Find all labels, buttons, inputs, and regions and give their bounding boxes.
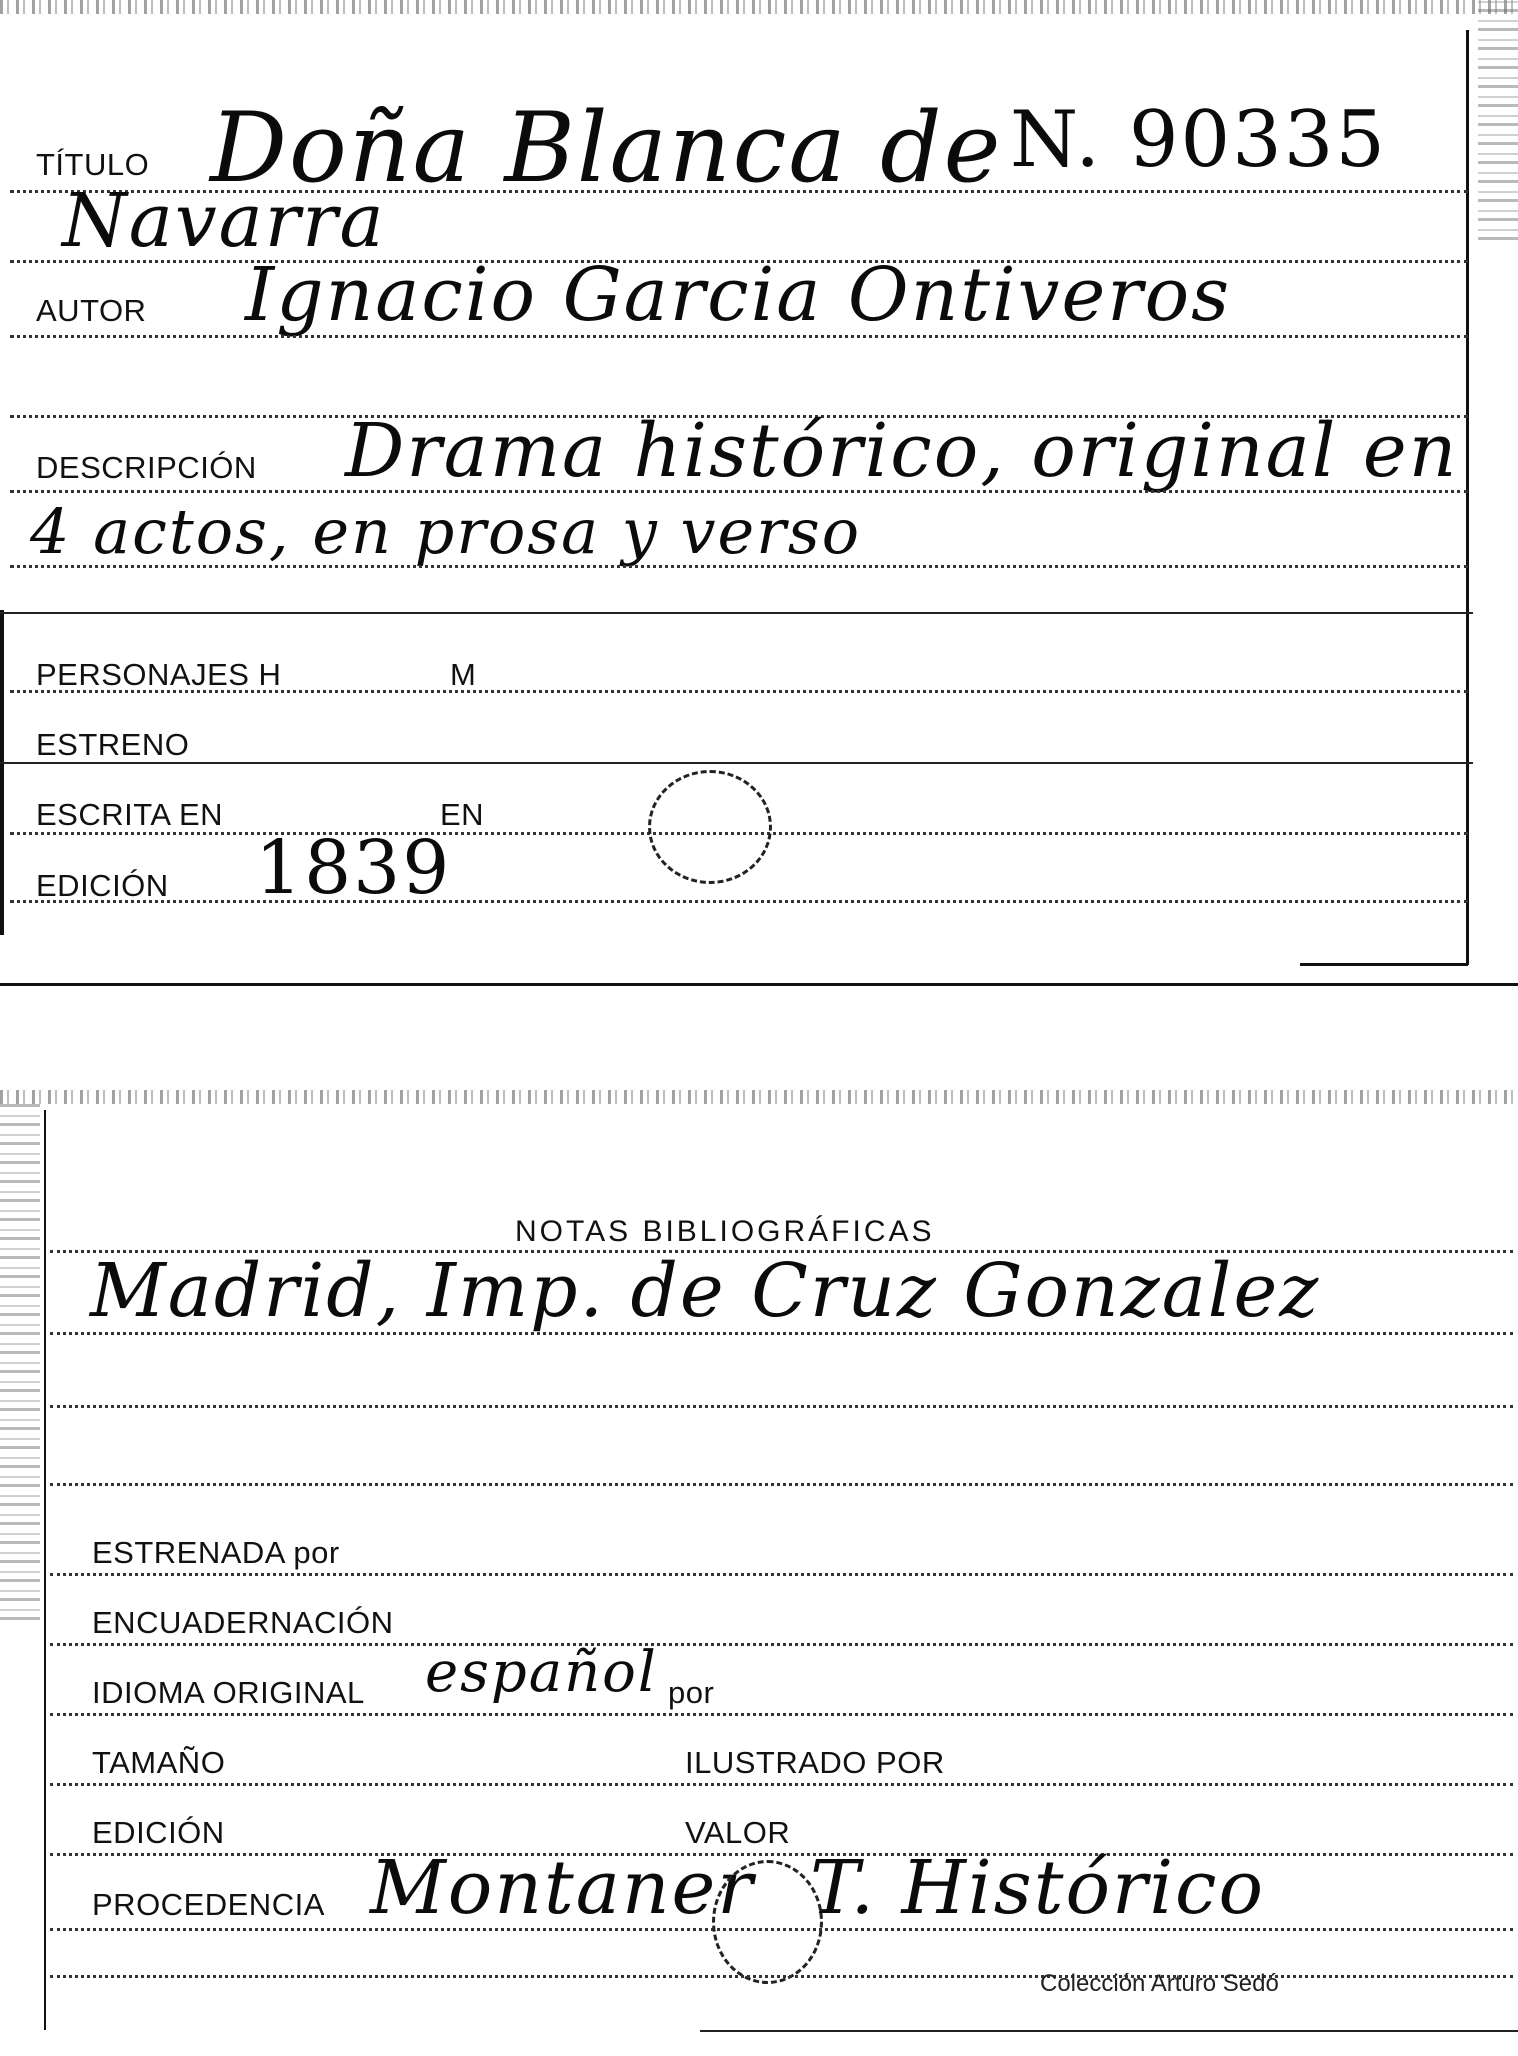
rule-line <box>10 490 1468 493</box>
card-border-left <box>44 1110 46 2030</box>
rule-line <box>0 762 1473 764</box>
card-corner-texture <box>1478 0 1518 240</box>
card-side-texture <box>0 1100 40 1620</box>
label-procedencia: PROCEDENCIA <box>92 1887 325 1922</box>
handwritten-idioma: español <box>425 1640 658 1705</box>
label-valor: VALOR <box>685 1815 791 1850</box>
handwritten-titulo-code: N. 90335 <box>1010 95 1387 185</box>
label-personajes-m: M <box>450 657 477 692</box>
handwritten-descripcion-line1: Drama histórico, original en <box>345 408 1459 494</box>
rule-line <box>50 1483 1513 1486</box>
rule-line <box>0 612 1473 614</box>
handwritten-titulo: Doña Blanca de <box>210 92 1003 204</box>
label-escrita-en: ESCRITA EN <box>36 797 224 832</box>
rule-line <box>50 1573 1513 1576</box>
card-border-bottom <box>1300 963 1468 966</box>
label-ilustrado-por: ILUSTRADO POR <box>685 1745 945 1780</box>
catalog-card-front <box>0 0 1518 985</box>
card-border-right <box>1466 30 1469 965</box>
label-idioma-original: IDIOMA ORIGINAL <box>92 1675 365 1710</box>
label-descripcion: DESCRIPCIÓN <box>36 450 257 485</box>
label-titulo: TÍTULO <box>36 147 150 182</box>
rule-line <box>50 1405 1513 1408</box>
label-estrenada-por: ESTRENADA por <box>92 1535 340 1570</box>
rule-line <box>50 1783 1513 1786</box>
handwritten-procedencia: Montaner <box>370 1845 755 1931</box>
handwritten-edicion: 1839 <box>255 825 452 911</box>
rule-line <box>50 1853 1513 1856</box>
label-estreno: ESTRENO <box>36 727 190 762</box>
label-encuadernacion: ENCUADERNACIÓN <box>92 1605 394 1640</box>
stamp-mark <box>712 1860 823 1984</box>
rule-line <box>50 1975 1513 1978</box>
label-edicion-back: EDICIÓN <box>92 1815 225 1850</box>
handwritten-procedencia-2: T. Histórico <box>810 1845 1266 1931</box>
collection-credit: Colección Arturo Sedó <box>1040 1970 1279 1997</box>
label-escrita-en-2: EN <box>440 797 485 832</box>
stamp-mark <box>648 770 772 884</box>
rule-line <box>50 1713 1513 1716</box>
card-separator <box>0 983 1518 986</box>
label-tamano: TAMAÑO <box>92 1745 226 1780</box>
handwritten-descripcion-line2: 4 actos, en prosa y verso <box>30 495 862 568</box>
heading-notas-bibliograficas: NOTAS BIBLIOGRÁFICAS <box>515 1215 935 1248</box>
card-border-left <box>0 610 4 935</box>
handwritten-titulo-line2: Navarra <box>62 178 386 264</box>
label-personajes-h: PERSONAJES H <box>36 657 282 692</box>
handwritten-notas: Madrid, Imp. de Cruz Gonzalez <box>90 1248 1321 1334</box>
handwritten-autor: Ignacio Garcia Ontiveros <box>245 252 1232 338</box>
label-autor: AUTOR <box>36 293 147 328</box>
rule-line <box>10 690 1468 693</box>
rule-line <box>50 1332 1513 1335</box>
card-border-bottom <box>700 2030 1518 2032</box>
card-edge-texture <box>0 1090 1518 1104</box>
rule-line <box>10 565 1468 568</box>
card-edge-texture <box>0 0 1518 14</box>
rule-line <box>10 900 1468 903</box>
label-edicion: EDICIÓN <box>36 868 169 903</box>
rule-line <box>50 1643 1513 1646</box>
label-idioma-por: por <box>668 1675 715 1710</box>
catalog-card-back <box>0 1070 1518 2056</box>
rule-line <box>10 335 1468 338</box>
